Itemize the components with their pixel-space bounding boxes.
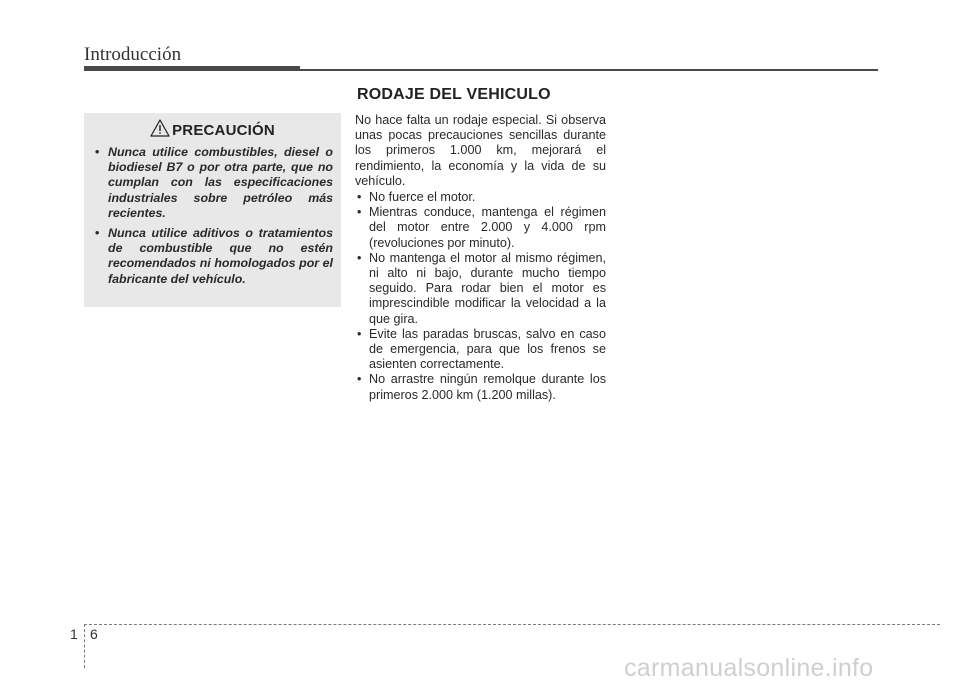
chapter-number: 1 (70, 626, 78, 642)
caution-item: • Nunca utilice combustibles, diesel o biodiesel B7 o por otra parte, que no cumplan con las especificaciones industriales sobre petróleo más recientes. (92, 145, 333, 221)
warning-triangle-icon (150, 119, 170, 137)
page-number: 6 (90, 626, 98, 642)
body-column (355, 113, 606, 403)
list-item: • Evite las paradas bruscas, salvo en caso de emergencia, para que los frenos se asienten correctamente. (355, 327, 606, 373)
caution-header (92, 121, 333, 139)
header-rule-thick (84, 66, 300, 71)
watermark: carmanualsonline.info (624, 654, 874, 682)
caution-item: • Nunca utilice aditivos o tratamientos de combustible que no estén recomendados ni homologados por el fabricante del vehículo. (92, 226, 333, 287)
header-rule-thin (300, 69, 878, 71)
precautions-list (355, 190, 606, 403)
footer-divider (84, 624, 85, 668)
list-item: • No arrastre ningún remolque durante los primeros 2.000 km (1.200 millas). (355, 372, 606, 402)
caution-box (84, 113, 341, 307)
intro-paragraph: No hace falta un rodaje especial. Si observa unas pocas precauciones sencillas durante los primeros 1.000 km, mejorará el rendimiento, la economía y la vida de su vehículo. (355, 113, 606, 188)
list-item: • No fuerce el motor. (355, 190, 606, 205)
list-item: • No mantenga el motor al mismo régimen, ni alto ni bajo, durante mucho tiempo seguido. Para rodar bien el motor es imprescindible modificar la velocidad a la que gira. (355, 251, 606, 327)
caution-title: PRECAUCIÓN (172, 122, 275, 139)
chapter-title: Introducción (84, 44, 182, 65)
footer-rule (84, 624, 940, 625)
list-item: • Mientras conduce, mantenga el régimen del motor entre 2.000 y 4.000 rpm (revoluciones por minuto). (355, 205, 606, 251)
caution-list (92, 145, 333, 287)
section-title: RODAJE DEL VEHICULO (357, 86, 551, 103)
